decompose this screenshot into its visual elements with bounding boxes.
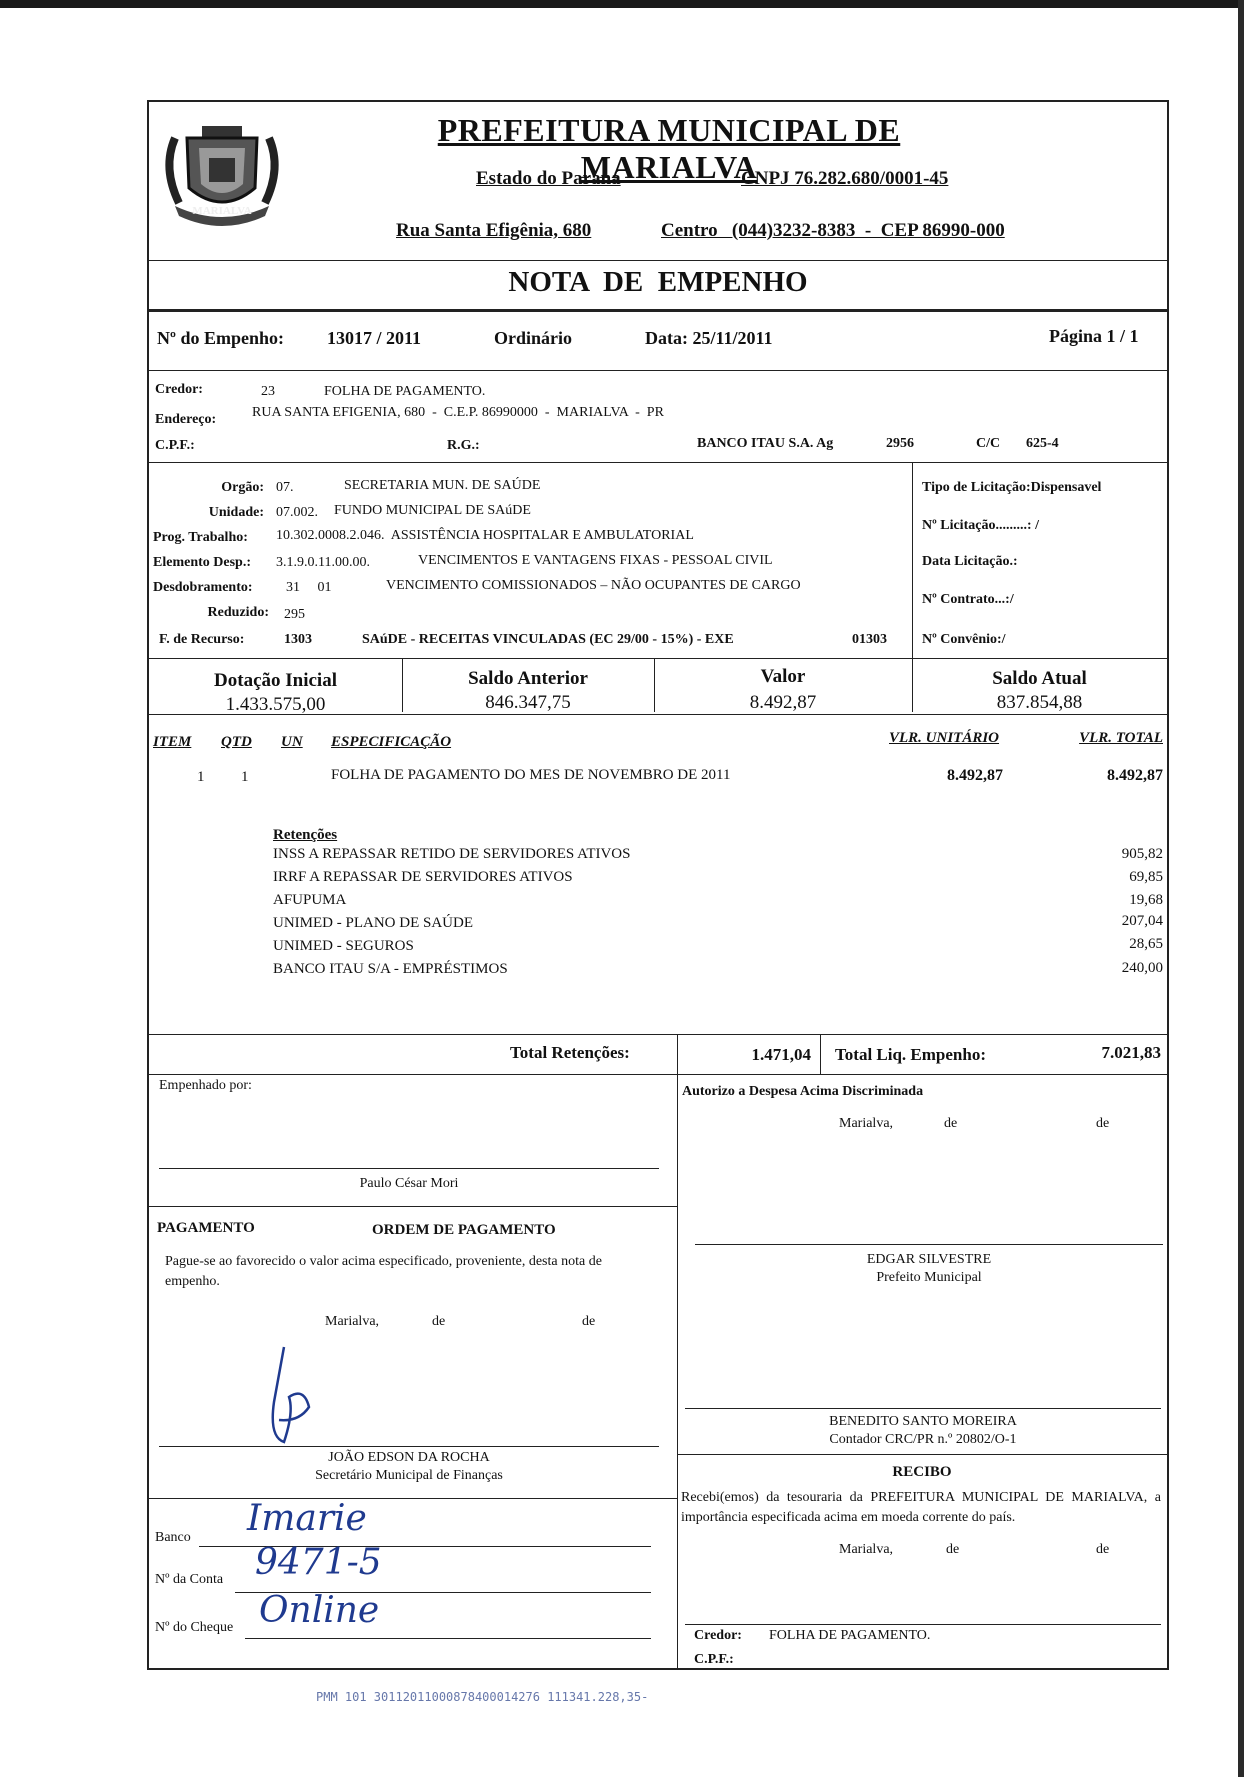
licitacao-number: Nº Licitação.........: / xyxy=(922,518,1039,533)
licitacao-date: Data Licitação.: xyxy=(922,554,1018,569)
valor-label: Valor xyxy=(760,666,806,687)
saldo-atual-label: Saldo Atual xyxy=(992,668,1087,689)
secretary-name: JOÃO EDSON DA ROCHA xyxy=(328,1450,490,1465)
saldo-anterior-label: Saldo Anterior xyxy=(468,668,588,689)
retencoes-title: Retenções xyxy=(273,827,338,843)
total-liquido-label: Total Liq. Empenho: xyxy=(835,1045,986,1064)
retencao-value: 207,04 xyxy=(1121,913,1163,929)
bank-name: BANCO ITAU S.A. Ag xyxy=(697,436,834,451)
retencao-value: 69,85 xyxy=(1129,869,1163,885)
pagamento-text: Pague-se ao favorecido o valor acima especificado, proveniente, desta nota de empenho. xyxy=(165,1254,602,1289)
endereco-label: Endereço: xyxy=(155,412,217,427)
retencao-desc: IRRF A REPASSAR DE SERVIDORES ATIVOS xyxy=(273,869,573,885)
recurso-code: 1303 xyxy=(284,632,312,647)
retencao-value: 905,82 xyxy=(1121,846,1163,862)
cnpj-number: CNPJ 76.282.680/0001-45 xyxy=(741,168,949,189)
scan-right-edge xyxy=(1238,0,1244,1777)
retencao-value: 240,00 xyxy=(1121,960,1163,976)
cc-label: C/C xyxy=(976,436,1001,451)
unidade-code: 07.002. xyxy=(276,505,318,520)
col-item: ITEM xyxy=(153,734,192,750)
reduzido-value: 295 xyxy=(284,607,305,622)
recibo-label: RECIBO xyxy=(892,1464,952,1480)
retencao-desc: UNIMED - PLANO DE SAÚDE xyxy=(273,915,473,931)
unidade-label: Unidade: xyxy=(208,505,264,520)
recibo-place: Marialva, xyxy=(839,1542,894,1557)
recurso-number: 01303 xyxy=(852,632,887,647)
elemento-label: Elemento Desp.: xyxy=(153,555,251,570)
secretary-role: Secretário Municipal de Finanças xyxy=(315,1468,503,1483)
nota-de-empenho-document xyxy=(147,100,1169,1670)
elemento-name: VENCIMENTOS E VANTAGENS FIXAS - PESSOAL CIVIL xyxy=(418,553,773,568)
orgao-label: Orgão: xyxy=(221,480,264,495)
empenho-date: Data: 25/11/2011 xyxy=(645,328,773,348)
item-total-value: 8.492,87 xyxy=(1107,767,1163,784)
recibo-cpf-label: C.P.F.: xyxy=(694,1652,734,1667)
orgao-name: SECRETARIA MUN. DE SAÚDE xyxy=(344,478,541,493)
conta-handwritten: 9471-5 xyxy=(255,1542,382,1583)
retencao-value: 19,68 xyxy=(1129,892,1163,908)
retencao-desc: AFUPUMA xyxy=(273,892,347,908)
autorizo-de-2: de xyxy=(1096,1116,1110,1131)
contrato-number: Nº Contrato...:/ xyxy=(922,592,1014,607)
col-vlr-unitario: VLR. UNITÁRIO xyxy=(889,730,1000,746)
credor-label: Credor: xyxy=(155,382,203,397)
col-vlr-total: VLR. TOTAL xyxy=(1079,730,1163,746)
ordem-pagamento-label: ORDEM DE PAGAMENTO xyxy=(372,1222,556,1238)
credor-name: FOLHA DE PAGAMENTO. xyxy=(324,384,486,399)
col-especificacao: ESPECIFICAÇÃO xyxy=(331,734,452,750)
crest-banner-text: MARIALVA xyxy=(192,205,252,217)
scan-top-edge xyxy=(0,0,1244,8)
col-qtd: QTD xyxy=(221,734,252,750)
item-number: 1 xyxy=(197,769,205,785)
reduzido-label: Reduzido: xyxy=(207,605,269,620)
recibo-text: Recebi(emos) da tesouraria da PREFEITURA MUNICIPAL DE MARIALVA, a importância especificada acima em moeda corrente do país. xyxy=(681,1490,1161,1525)
retencao-desc: BANCO ITAU S/A - EMPRÉSTIMOS xyxy=(273,961,508,977)
recibo-de-1: de xyxy=(946,1542,960,1557)
item-unit-value: 8.492,87 xyxy=(947,767,1003,784)
recibo-de-2: de xyxy=(1096,1542,1110,1557)
banco-label: Banco xyxy=(155,1530,191,1545)
cc-value: 625-4 xyxy=(1026,436,1059,451)
document-title: NOTA DE EMPENHO xyxy=(508,266,808,298)
unidade-name: FUNDO MUNICIPAL DE SAúDE xyxy=(334,503,531,518)
municipality-title: PREFEITURA MUNICIPAL DE MARIALVA xyxy=(437,112,901,185)
mayor-name: EDGAR SILVESTRE xyxy=(866,1252,992,1267)
state-name: Estado do Paraná xyxy=(476,168,621,189)
col-un: UN xyxy=(281,734,303,750)
desdobramento-name: VENCIMENTO COMISSIONADOS – NÃO OCUPANTES DE CARGO xyxy=(386,578,801,593)
recurso-name: SAúDE - RECEITAS VINCULADAS (EC 29/00 - 15%) - EXE xyxy=(362,632,734,647)
autorizo-de-1: de xyxy=(944,1116,958,1131)
empenhado-por-label: Empenhado por: xyxy=(159,1078,252,1093)
street-address: Rua Santa Efigênia, 680 xyxy=(396,220,592,241)
pagamento-de-2: de xyxy=(582,1314,596,1329)
rg-label: R.G.: xyxy=(447,438,480,453)
empenhado-por-name: Paulo César Mori xyxy=(359,1176,459,1191)
orgao-code: 07. xyxy=(276,480,294,495)
banco-handwritten: Imarie xyxy=(247,1498,367,1539)
retencao-value: 28,65 xyxy=(1129,936,1163,952)
empenho-number: 13017 / 2011 xyxy=(327,328,422,348)
cpf-label: C.P.F.: xyxy=(155,438,195,453)
total-retencoes-label: Total Retenções: xyxy=(510,1043,630,1062)
cheque-handwritten: Online xyxy=(259,1590,380,1631)
empenho-number-label: Nº do Empenho: xyxy=(157,328,284,348)
contador-role: Contador CRC/PR n.º 20802/O-1 xyxy=(829,1432,1017,1447)
recibo-credor-label: Credor: xyxy=(694,1628,742,1643)
retencao-desc: INSS A REPASSAR RETIDO DE SERVIDORES ATIVOS xyxy=(273,846,631,862)
prog-value: 10.302.0008.2.046. ASSISTÊNCIA HOSPITALAR E AMBULATORIAL xyxy=(276,528,694,543)
autorizo-label: Autorizo a Despesa Acima Discriminada xyxy=(682,1084,924,1099)
pagamento-de-1: de xyxy=(432,1314,446,1329)
conta-label: Nº da Conta xyxy=(155,1572,224,1587)
total-liquido-value: 7.021,83 xyxy=(1101,1043,1161,1062)
recibo-credor-value: FOLHA DE PAGAMENTO. xyxy=(769,1628,931,1643)
page-indicator: Página 1 / 1 xyxy=(1049,326,1139,346)
desdobramento-code: 31 01 xyxy=(286,580,332,595)
item-qtd: 1 xyxy=(241,769,249,785)
total-retencoes-value: 1.471,04 xyxy=(751,1045,811,1064)
bank-agency: 2956 xyxy=(886,436,914,451)
mayor-role: Prefeito Municipal xyxy=(876,1270,982,1285)
desdobramento-label: Desdobramento: xyxy=(153,580,253,595)
retencao-desc: UNIMED - SEGUROS xyxy=(273,938,414,954)
item-description: FOLHA DE PAGAMENTO DO MES DE NOVEMBRO DE 2011 xyxy=(331,767,731,783)
saldo-anterior-value: 846.347,75 xyxy=(485,692,571,713)
pagamento-place: Marialva, xyxy=(325,1314,380,1329)
secretary-signature-icon xyxy=(249,1342,339,1452)
elemento-code: 3.1.9.0.11.00.00. xyxy=(276,555,370,570)
prog-label: Prog. Trabalho: xyxy=(153,530,248,545)
dotacao-value: 1.433.575,00 xyxy=(225,694,326,715)
empenho-type: Ordinário xyxy=(494,328,573,348)
footer-code: PMM 101 30112011000878400014276 111341.228,35- xyxy=(316,1690,649,1704)
contador-name: BENEDITO SANTO MOREIRA xyxy=(829,1414,1017,1429)
cheque-label: Nº do Cheque xyxy=(155,1620,234,1635)
dotacao-label: Dotação Inicial xyxy=(214,670,337,691)
recurso-label: F. de Recurso: xyxy=(159,632,245,647)
valor-value: 8.492,87 xyxy=(749,692,817,713)
district-phone-cep: Centro (044)3232-8383 - CEP 86990-000 xyxy=(661,220,1005,241)
pagamento-label: PAGAMENTO xyxy=(157,1220,255,1236)
licitacao-type: Tipo de Licitação:Dispensavel xyxy=(922,480,1102,495)
saldo-atual-value: 837.854,88 xyxy=(996,692,1083,713)
convenio-number: Nº Convênio:/ xyxy=(922,632,1006,647)
endereco-value: RUA SANTA EFIGENIA, 680 - C.E.P. 86990000 - MARIALVA - PR xyxy=(252,405,664,420)
credor-code: 23 xyxy=(261,384,275,399)
autorizo-place: Marialva, xyxy=(839,1116,894,1131)
